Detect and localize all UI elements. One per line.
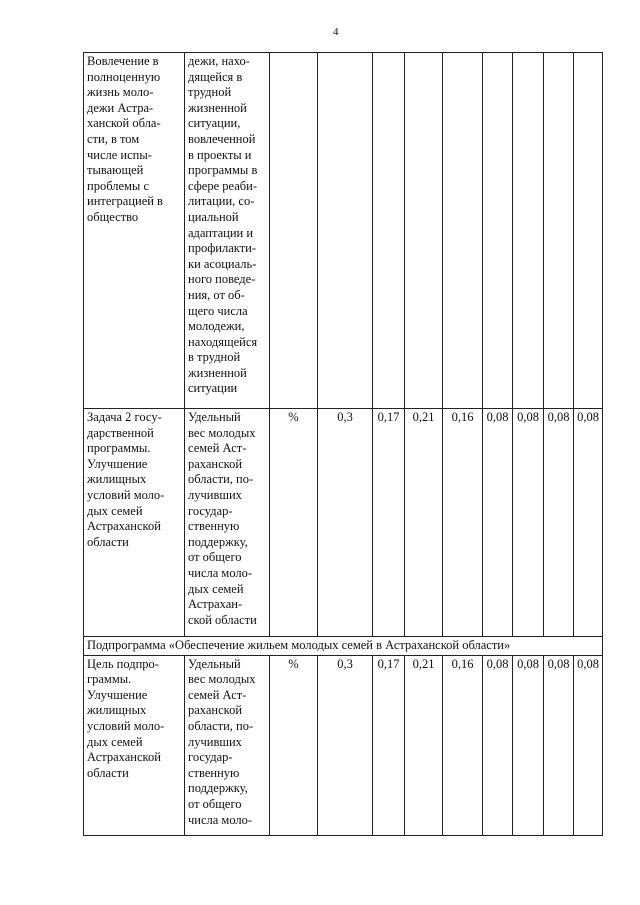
value-cell: 0,08: [483, 655, 513, 835]
value-cell: [318, 53, 373, 409]
table-row: [84, 655, 603, 835]
value-cell: 0,08: [574, 655, 603, 835]
unit-cell: %: [270, 655, 318, 835]
goal-cell: Задача 2 госу- дарственной программы. Улучшение жилищных условий моло- дых семей Астраханской области: [84, 409, 185, 637]
indicator-cell: Удельный вес молодых семей Аст- раханской области, по- лучивших государ- ственную поддержку, от общего числа моло-: [185, 655, 270, 835]
value-cell: [574, 53, 603, 409]
value-cell: [443, 53, 483, 409]
value-cell: 0,17: [373, 655, 405, 835]
value-cell: 0,17: [373, 409, 405, 637]
value-cell: 0,16: [443, 655, 483, 835]
indicators-table: [83, 52, 603, 836]
value-cell: 0,3: [318, 409, 373, 637]
table-row: [84, 409, 603, 637]
unit-cell: %: [270, 409, 318, 637]
subprogram-title: Подпрограмма «Обеспечение жильем молодых семей в Астраханской области»: [84, 637, 603, 656]
subprogram-row: [84, 637, 603, 656]
value-cell: [513, 53, 544, 409]
value-cell: 0,08: [574, 409, 603, 637]
indicator-cell: дежи, нахо- дящейся в трудной жизненной ситуации, вовлеченной в проекты и программы в сфере реаби- литации, со- циальной адаптации и профилакти- ки асоциаль- ного поведе- ния, от об- щего числа молодежи, находящейся в трудной жизненной ситуации: [185, 53, 270, 409]
value-cell: 0,08: [544, 409, 574, 637]
goal-cell: Цель подпро- граммы. Улучшение жилищных условий моло- дых семей Астраханской области: [84, 655, 185, 835]
value-cell: 0,08: [513, 409, 544, 637]
unit-cell: [270, 53, 318, 409]
value-cell: [483, 53, 513, 409]
value-cell: 0,08: [483, 409, 513, 637]
value-cell: 0,21: [405, 655, 443, 835]
goal-cell: Вовлечение в полноценную жизнь моло- дежи Астра- ханской обла- сти, в том числе испы- тывающей проблемы с интеграцией в общество: [84, 53, 185, 409]
page-number: 4: [333, 26, 339, 38]
value-cell: [544, 53, 574, 409]
value-cell: 0,08: [513, 655, 544, 835]
table-row: [84, 53, 603, 409]
value-cell: 0,08: [544, 655, 574, 835]
value-cell: 0,16: [443, 409, 483, 637]
value-cell: [373, 53, 405, 409]
value-cell: 0,3: [318, 655, 373, 835]
value-cell: [405, 53, 443, 409]
value-cell: 0,21: [405, 409, 443, 637]
indicator-cell: Удельный вес молодых семей Аст- раханской области, по- лучивших государ- ственную поддержку, от общего числа моло- дых семей Астрахан- ской области: [185, 409, 270, 637]
